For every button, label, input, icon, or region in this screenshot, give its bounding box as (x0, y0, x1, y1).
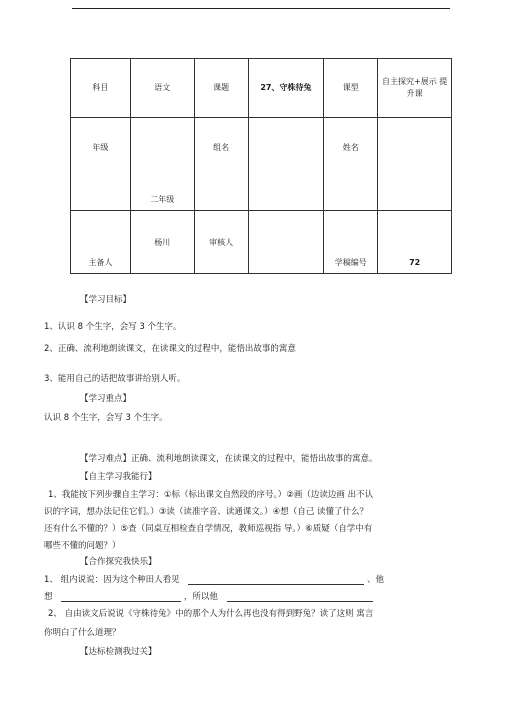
key-text: 认识 8 个生字，会写 3 个生字。 (44, 413, 168, 423)
lesson-value: 27、守株待兔 (248, 59, 324, 118)
grade-value: 二年级 (150, 195, 175, 204)
type-label: 课型 (324, 59, 378, 118)
lesson-info-table (70, 58, 452, 274)
table-row (71, 118, 452, 211)
goal-3: 3、能用自己的话把故事讲给别人听。 (44, 374, 186, 384)
subject-label: 科目 (71, 59, 131, 118)
name-label: 姓名 (342, 143, 359, 152)
name-label-cell (324, 118, 378, 211)
question-1-line-1 (44, 573, 384, 585)
name-value-cell (378, 118, 452, 211)
preparer-label: 主备人 (88, 258, 113, 267)
difficulty-text: 【学习难点】正确、流利地朗读课文，在读课文的过程中，能悟出故事的寓意。 (80, 454, 378, 464)
preparer-value-cell (130, 211, 194, 274)
answer-blank[interactable] (227, 592, 373, 602)
question-1-line-2 (44, 590, 373, 602)
goals-heading: 【学习目标】 (80, 295, 132, 305)
question-1-text-b: 、他 (367, 575, 385, 585)
group-label: 组名 (213, 143, 230, 152)
preparer-value: 杨川 (154, 238, 171, 247)
self-study-step-4: 哪些不懂的问题？） (44, 541, 121, 551)
question-2-line-1: 2、 自由读文后说说《守株待兔》中的那个人为什么再也没有得到野兔？读了这则 寓言 (48, 609, 374, 619)
goal-1: 1、认识 8 个生字，会写 3 个生字。 (44, 322, 182, 332)
number-value-cell (378, 211, 452, 274)
lesson-label: 课题 (194, 59, 248, 118)
table-row (71, 59, 452, 118)
question-2-line-2: 你明白了什么道理？ (44, 628, 121, 638)
self-study-step-1: 1、我能按下列步骤自主学习：①标（标出课文自然段的序号。）②画（边读边画 出不认 (48, 490, 374, 500)
key-heading: 【学习重点】 (80, 394, 132, 404)
group-label-cell (194, 118, 248, 211)
reviewer-label: 审核人 (209, 238, 234, 247)
question-1-text-c: 想 (44, 592, 53, 602)
answer-blank[interactable] (61, 592, 181, 602)
number-value: 72 (409, 258, 421, 267)
question-1-text-a: 1、 组内说说：因为这个种田人看见 (44, 575, 180, 585)
number-label: 学稿编号 (334, 258, 367, 267)
grade-value-cell (130, 118, 194, 211)
subject-value: 语文 (130, 59, 194, 118)
self-study-step-2: 识的字词，想办法记住它们。）③读（读准字音、读通课文。）④想（自己 读懂了什么？ (44, 507, 368, 517)
preparer-label-cell (71, 211, 131, 274)
group-value-cell (248, 118, 324, 211)
grade-label: 年级 (92, 143, 109, 152)
top-rule (72, 8, 450, 9)
reviewer-value-cell (248, 211, 324, 274)
goal-2: 2、正确、流利地朗读课文，在读课文的过程中，能悟出故事的寓意 (44, 344, 296, 354)
answer-blank[interactable] (188, 575, 364, 585)
number-label-cell (324, 211, 378, 274)
grade-label-cell (71, 118, 131, 211)
coop-heading: 【合作探究我快乐】 (80, 557, 157, 567)
reviewer-label-cell (194, 211, 248, 274)
type-value: 自主探究+展示 提升课 (378, 59, 452, 118)
self-study-heading: 【自主学习我能行】 (80, 472, 157, 482)
table-row (71, 211, 452, 274)
test-heading: 【达标检测我过关】 (80, 647, 157, 657)
question-1-text-d: ，所以他 (183, 592, 218, 602)
self-study-step-3: 还有什么不懂的？）⑤查（同桌互相检查自学情况，教师巡视指 导。）⑥质疑（自学中有 (44, 524, 373, 534)
